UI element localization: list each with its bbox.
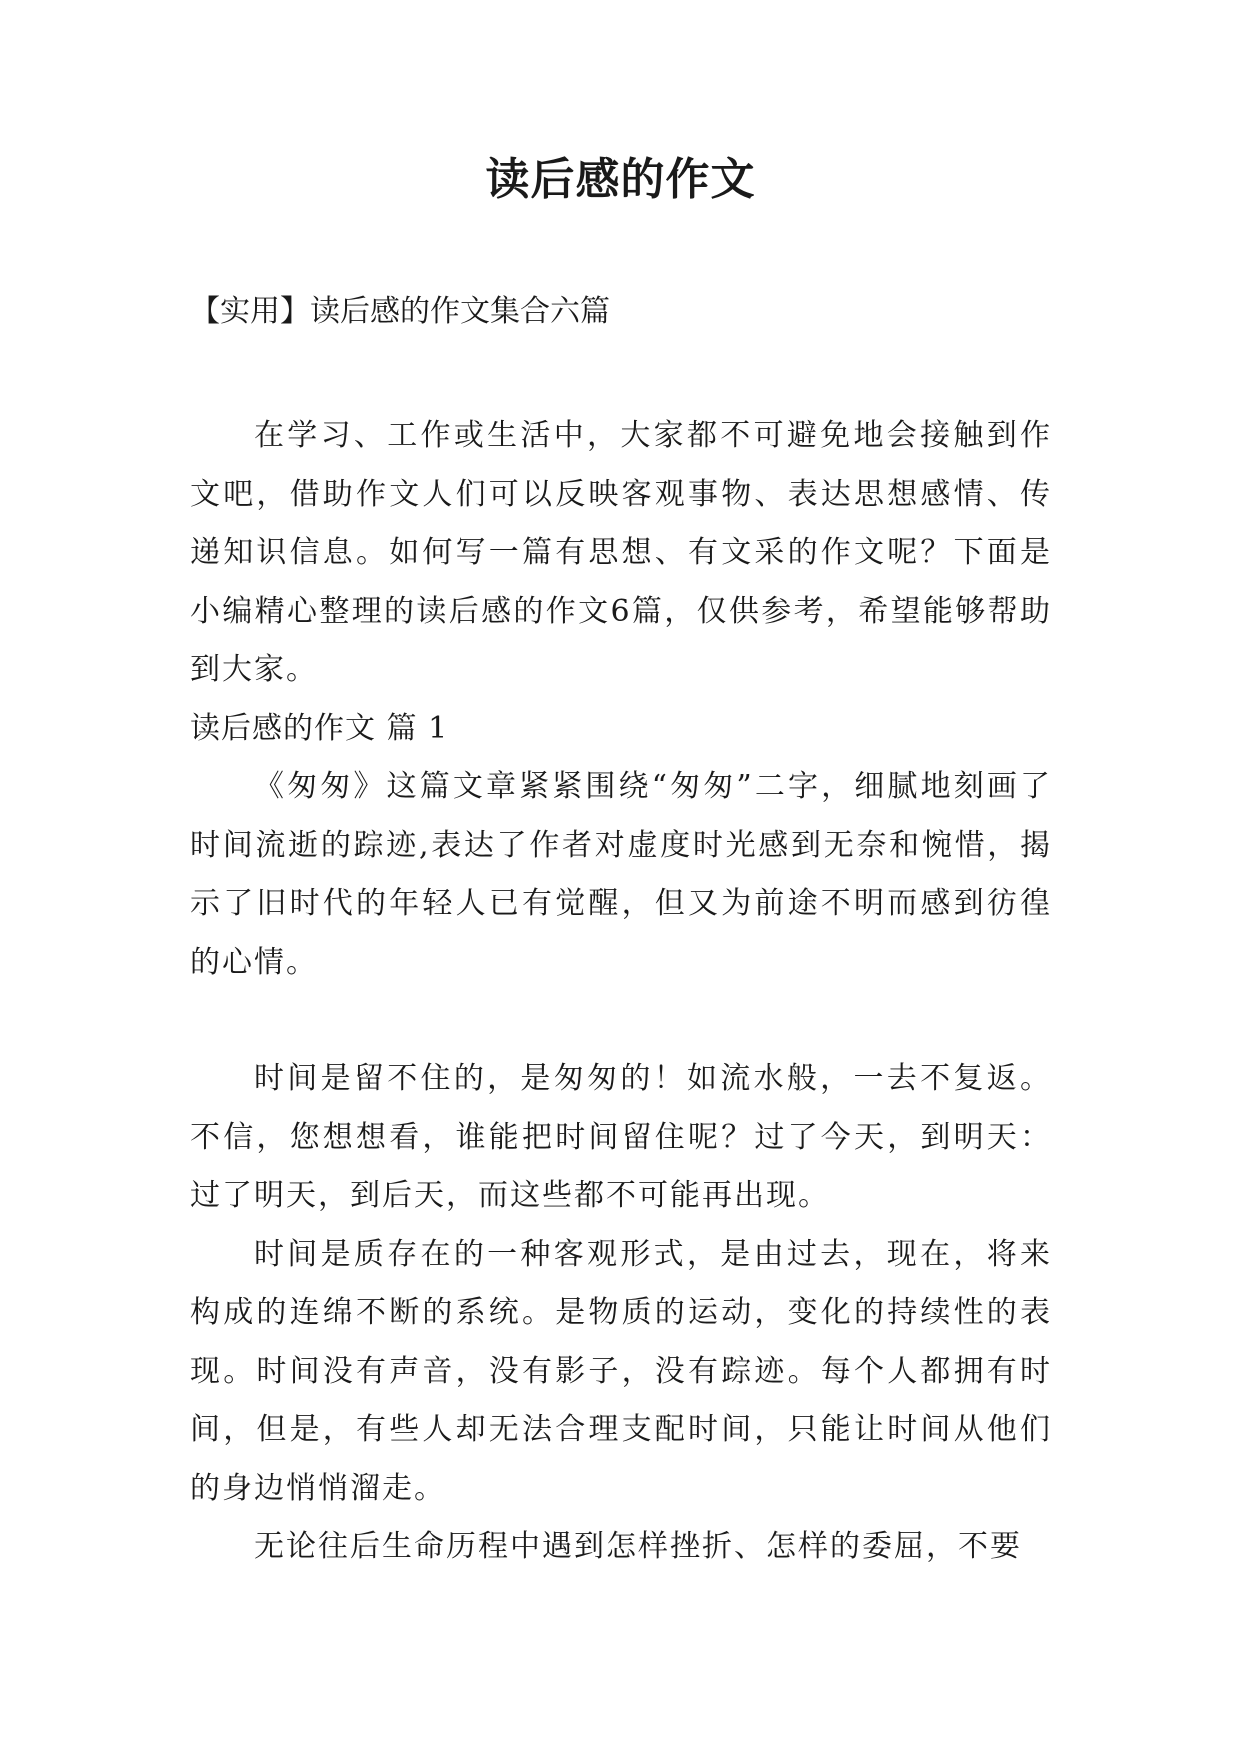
document-body	[190, 407, 1052, 1577]
body-paragraph-1: 《匆匆》这篇文章紧紧围绕“匆匆”二字，细腻地刻画了时间流逝的踪迹,表达了作者对虚度时光感到无奈和惋惜，揭示了旧时代的年轻人已有觉醒，但又为前途不明而感到彷徨的心情。	[190, 769, 1052, 980]
body-paragraph-3: 时间是质存在的一种客观形式，是由过去，现在，将来构成的连绵不断的系统。是物质的运动，变化的持续性的表现。时间没有声音，没有影子，没有踪迹。每个人都拥有时间，但是，有些人却无法合理支配时间，只能让时间从他们的身边悄悄溜走。	[190, 1236, 1052, 1506]
intro-paragraph: 在学习、工作或生活中，大家都不可避免地会接触到作文吧，借助作文人们可以反映客观事物、表达思想感情、传递知识信息。如何写一篇有思想、有文采的作文呢？下面是小编精心整理的读后感的作文6篇，仅供参考，希望能够帮助到大家。	[190, 418, 1052, 687]
body-paragraph-4: 无论往后生命历程中遇到怎样挫折、怎样的委屈，不要	[254, 1529, 1022, 1564]
section-heading: 读后感的作文 篇 1	[190, 710, 449, 746]
document-title: 读后感的作文	[485, 154, 756, 205]
body-paragraph-2: 时间是留不住的，是匆匆的！如流水般，一去不复返。不信，您想想看，谁能把时间留住呢？过了今天，到明天：过了明天，到后天，而这些都不可能再出现。	[190, 1061, 1052, 1213]
paragraph-spacer	[190, 992, 1052, 1050]
document-subtitle: 【实用】读后感的作文集合六篇	[190, 294, 610, 329]
